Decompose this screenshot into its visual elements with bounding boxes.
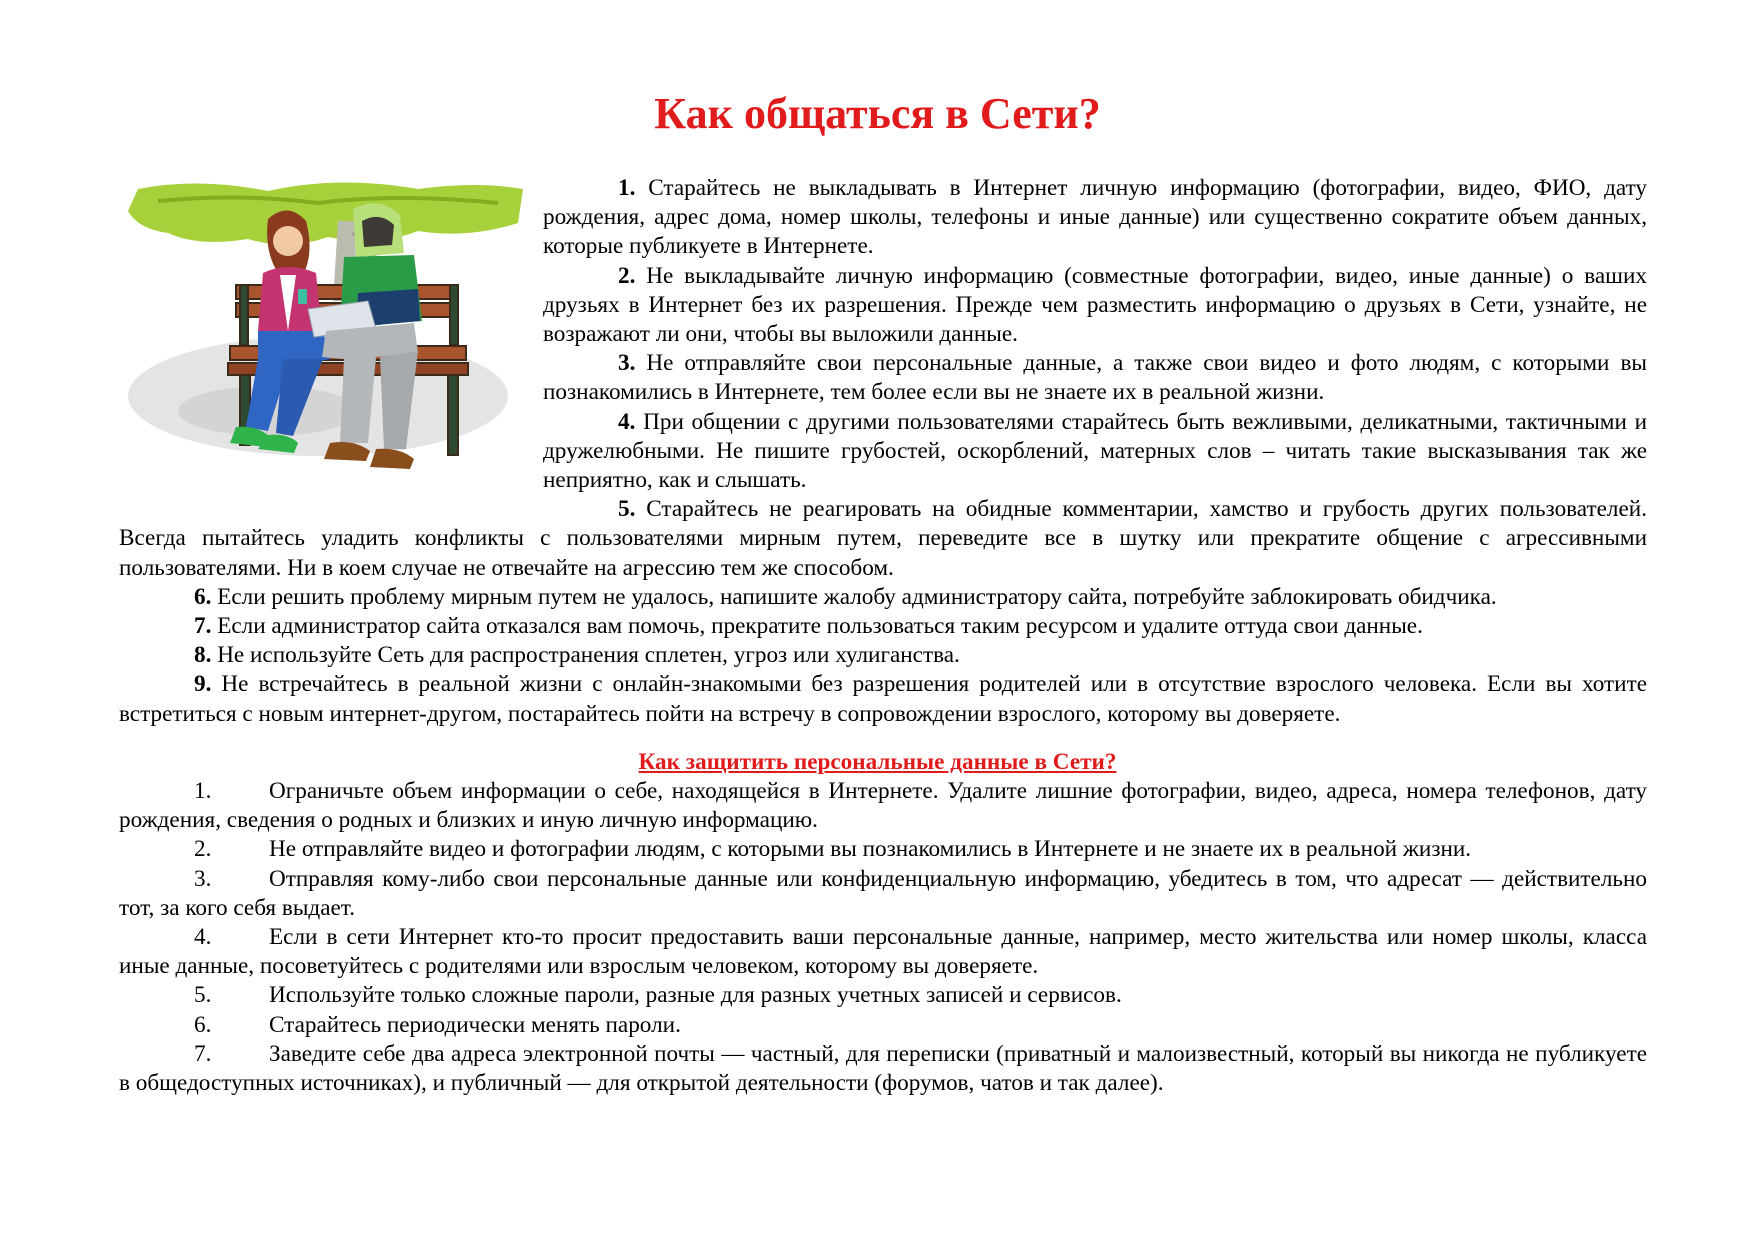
rule-text: Если решить проблему мирным путем не удалось, напишите жалобу администратору сайта, потребуйте заблокировать обидчика. [211, 583, 1497, 610]
rule-text: Старайтесь не реагировать на обидные комментарии, хамство и грубость других пользователей. Всегда пытайтесь уладить конфликты с пользователями мирным путем, переведите все в шутку или прекратите общение с агрессивными пользователями. Ни в коем случае не отвечайте на агрессию тем же способом. [119, 496, 1647, 581]
rule-item [119, 670, 1647, 728]
illustration-space [119, 174, 543, 496]
tip-number: 1. [194, 778, 212, 804]
section-subtitle: Как защитить персональные данные в Сети? [638, 749, 1117, 775]
tip-number: 4. [194, 924, 212, 951]
tip-text: Ограничьте объем информации о себе, находящейся в Интернете. Удалите лишние фотографии, видео, адреса, номера телефонов, дату рождения, сведения о родных и близких и иную личную информацию. [119, 778, 1647, 834]
rule-number: 7. [194, 613, 212, 640]
tip-text: Не отправляйте видео и фотографии людям, с которыми вы познакомились в Интернете и не знаете их в реальной жизни. [269, 836, 1472, 863]
communication-rules [119, 174, 1647, 729]
rule-number: 2. [618, 262, 636, 289]
rule-text: Не встречайтесь в реальной жизни с онлайн-знакомыми без разрешения родителей или в отсутствие взрослого человека. Если вы хотите встретиться с новым интернет-другом, постарайтесь пойти на встречу в сопровождении взрослого, которому вы доверяете. [119, 671, 1647, 727]
tip-item [119, 835, 1647, 864]
rule-number: 6. [194, 583, 212, 610]
tip-item [119, 865, 1647, 923]
tip-text: Старайтесь периодически менять пароли. [269, 1011, 681, 1038]
rule-text: Не отправляйте свои персональные данные, а также свои видео и фото людям, с которыми вы познакомились в Интернете, тем более если вы не знаете их в реальной жизни. [543, 350, 1647, 406]
rule-text: Старайтесь не выкладывать в Интернет личную информацию (фотографии, видео, ФИО, дату рождения, адрес дома, номер школы, телефоны и иные данные) или существенно сократите объем данных, которые публикуете в Интернете. [543, 175, 1647, 260]
rule-number: 4. [618, 408, 636, 435]
tip-text: Используйте только сложные пароли, разные для разных учетных записей и сервисов. [269, 982, 1122, 1009]
tip-text: Заведите себе два адреса электронной почты — частный, для переписки (приватный и малоизвестный, который вы никогда не публикуете в общедоступных источниках), и публичный — для открытой деятельности (форумов, чатов и так далее). [119, 1040, 1647, 1097]
rule-item [119, 583, 1647, 612]
rule-item [119, 641, 1647, 670]
rule-item [119, 495, 1647, 583]
tip-number: 2. [194, 836, 212, 863]
rule-text: Не используйте Сеть для распространения сплетен, угроз или хулиганства. [211, 642, 960, 669]
page-title: Как общаться в Сети? [654, 89, 1101, 138]
tip-item [119, 1040, 1647, 1098]
tip-item [119, 777, 1647, 835]
tip-text: Если в сети Интернет кто-то просит предоставить ваши персональные данные, например, место жительства или номер школы, класса иные данные, посоветуйтесь с родителями или взрослым человеком, которому вы доверяете. [119, 924, 1647, 980]
rule-number: 3. [618, 350, 636, 377]
tip-item [119, 981, 1647, 1010]
rule-item [119, 612, 1647, 641]
tip-item [119, 1011, 1647, 1040]
rule-text: Не выкладывайте личную информацию (совместные фотографии, видео, иные данные) о ваших друзьях в Интернет без их разрешения. Прежде чем разместить информацию о друзьях в Сети, узнайте, не возражают ли они, чтобы вы выложили данные. [543, 262, 1647, 348]
tip-text: Отправляя кому-либо свои персональные данные или конфиденциальную информацию, убедитесь в том, что адресат — действительно тот, за кого себя выдает. [119, 865, 1647, 921]
rule-text: При общении с другими пользователями старайтесь быть вежливыми, деликатными, тактичными и дружелюбными. Не пишите грубостей, оскорблений, матерных слов – читать такие высказывания так же неприятно, как и слышать. [543, 408, 1647, 494]
rule-text: Если администратор сайта отказался вам помочь, прекратите пользоваться таким ресурсом и удалите оттуда свои данные. [211, 613, 1423, 640]
tip-number: 6. [194, 1011, 212, 1038]
tip-number: 3. [194, 865, 212, 892]
rule-number: 5. [618, 496, 636, 523]
tip-number: 5. [194, 982, 212, 1009]
tip-item [119, 923, 1647, 981]
rule-number: 8. [194, 642, 212, 669]
rule-number: 9. [194, 671, 212, 698]
data-protection-tips [119, 777, 1647, 1098]
rule-number: 1. [618, 175, 636, 201]
tip-number: 7. [194, 1040, 212, 1067]
